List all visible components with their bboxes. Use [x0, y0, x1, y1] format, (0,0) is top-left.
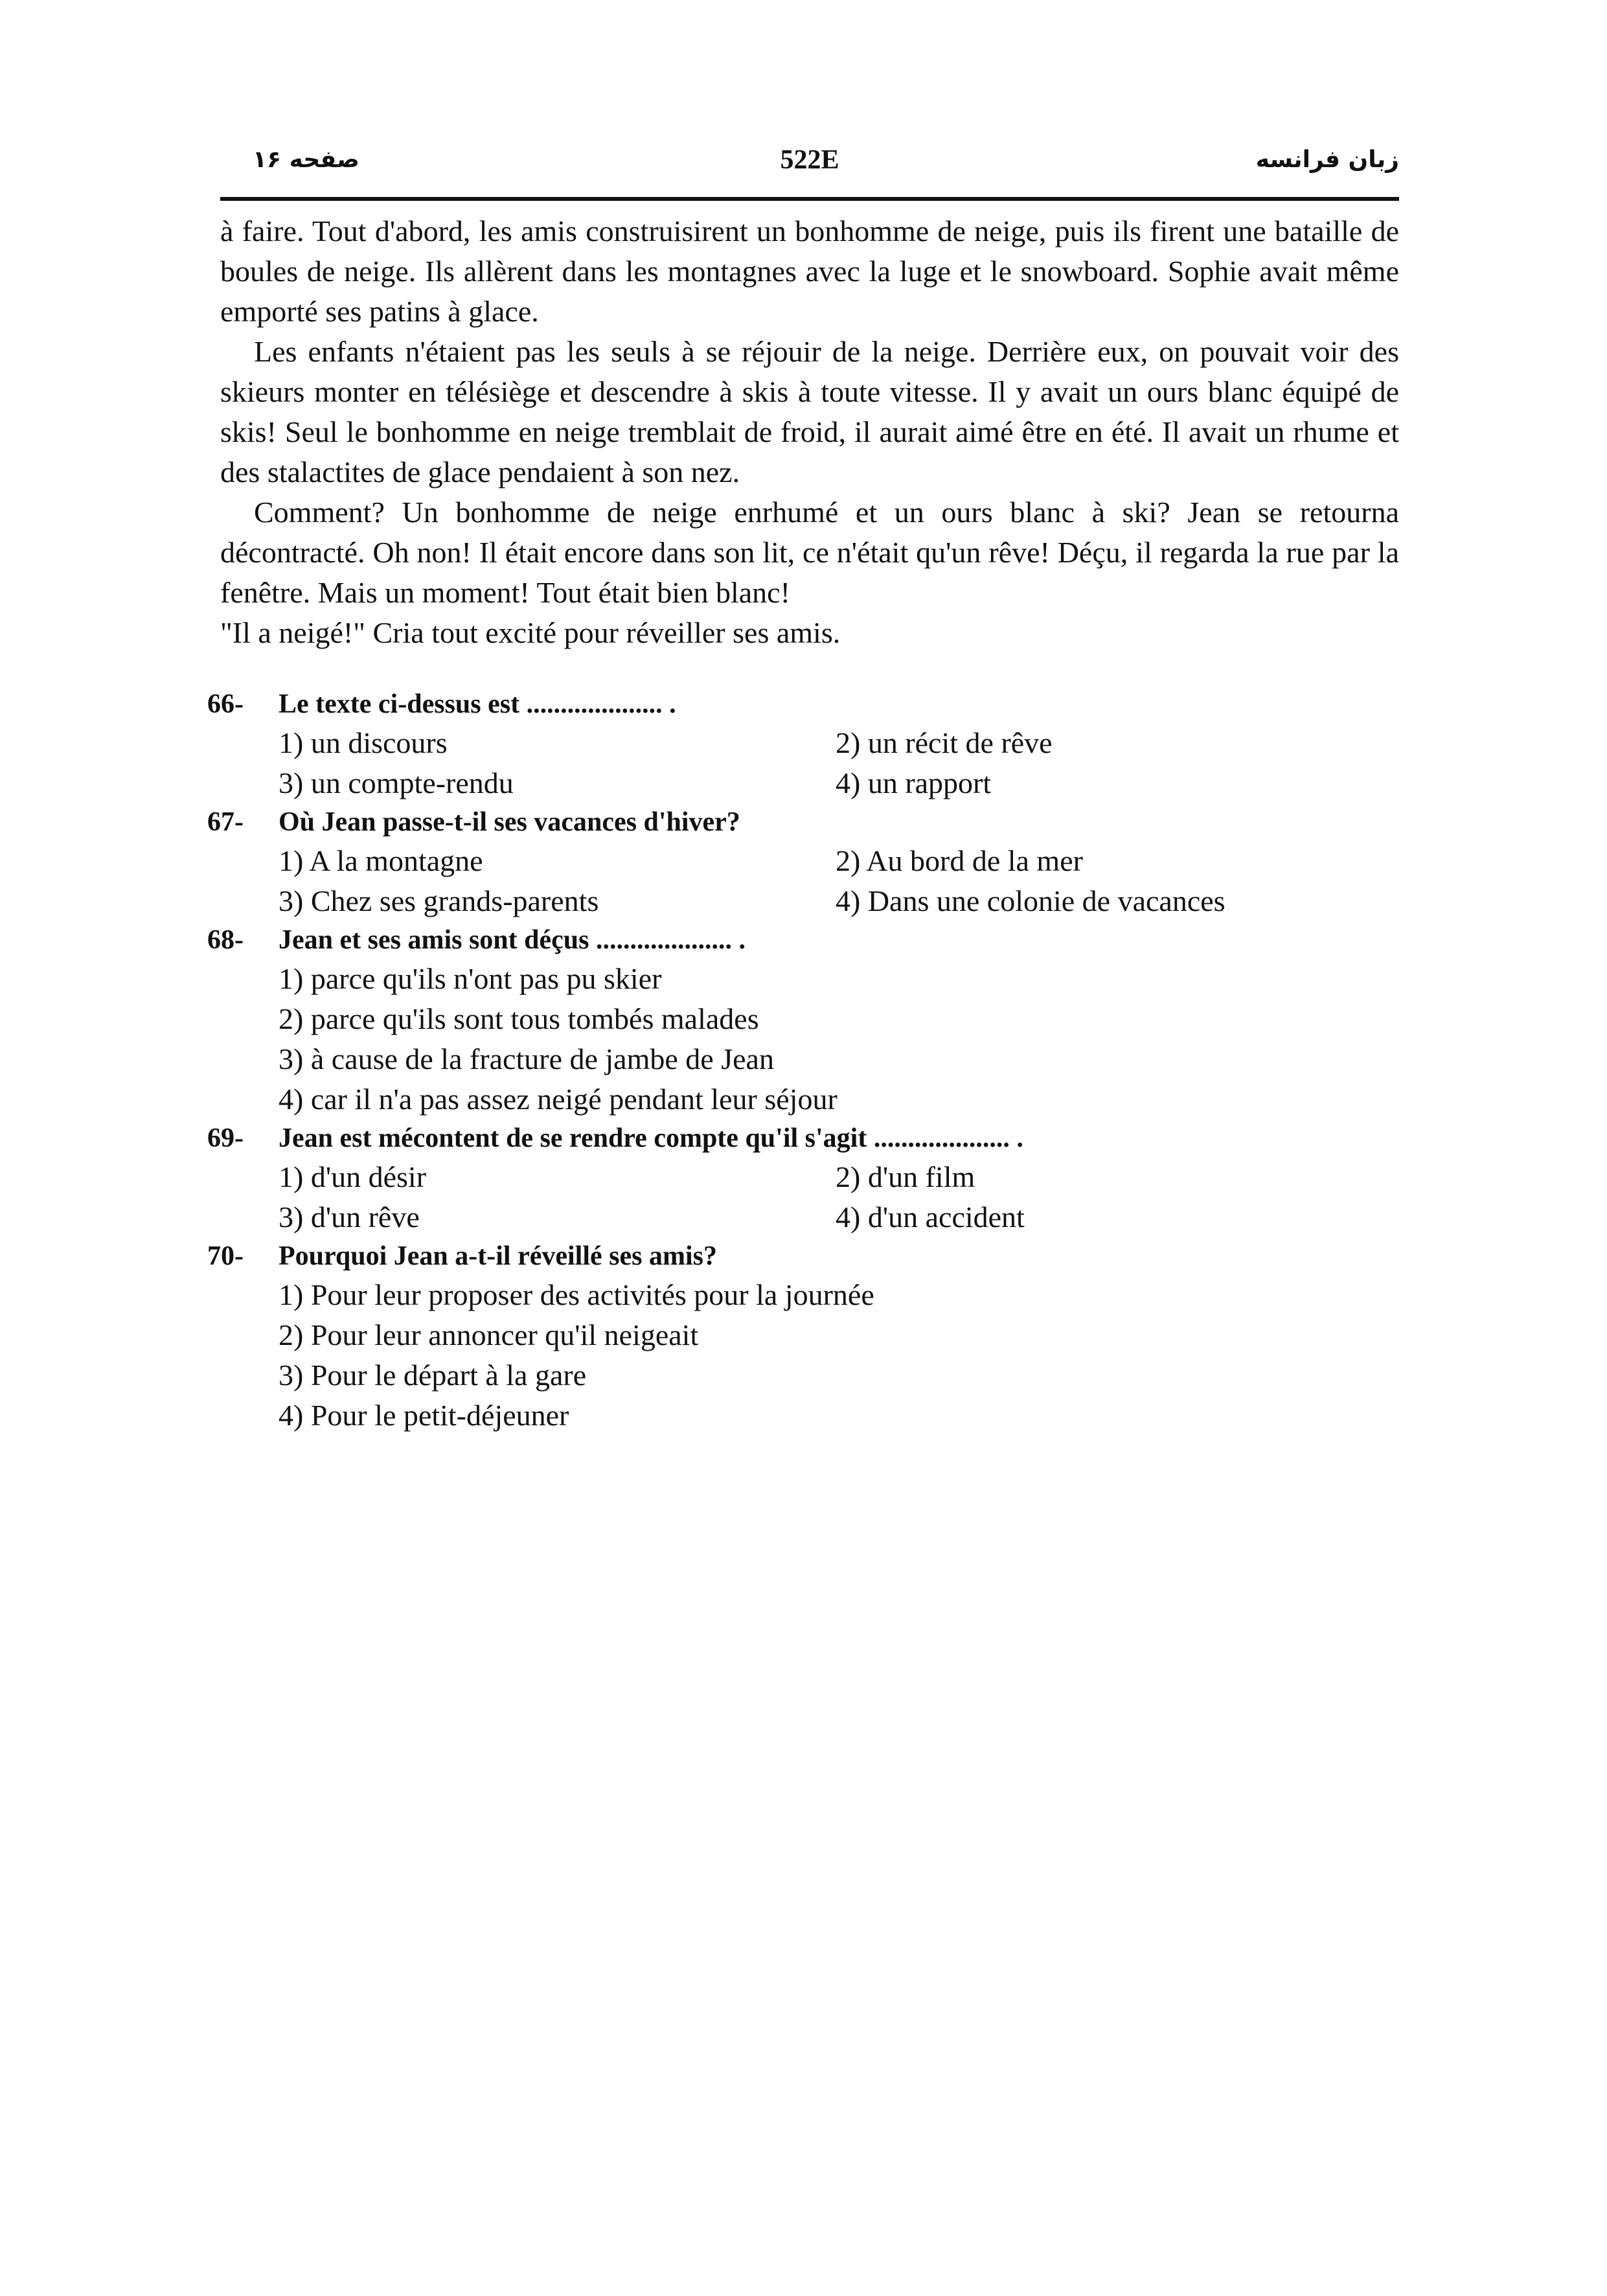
answer-option[interactable]: 4) Dans une colonie de vacances [836, 884, 1225, 917]
passage-paragraph: Comment? Un bonhomme de neige enrhumé et un ours blanc à ski? Jean se retourna décontracté. Oh non! Il était encore dans son lit, ce n'était qu'un rêve! Déçu, il regarda la rue par la fenêtre. Mais un moment! Tout était bien blanc! [220, 496, 1399, 609]
page-number-label: صفحه ۱۶ [253, 146, 359, 173]
question-number: 69- [207, 1123, 244, 1153]
answer-options [207, 841, 1412, 921]
answer-options [207, 1275, 1412, 1436]
answer-option[interactable]: 4) d'un accident [836, 1200, 1025, 1234]
answer-options [207, 959, 1412, 1119]
question-text: Pourquoi Jean a-t-il réveillé ses amis? [279, 1241, 717, 1271]
question-number: 66- [207, 689, 244, 719]
question-text: Jean et ses amis sont déçus .................... . [279, 925, 746, 955]
answer-option[interactable]: 3) Chez ses grands-parents [279, 884, 599, 917]
answer-option[interactable]: 2) parce qu'ils sont tous tombés malades [279, 1002, 759, 1035]
answer-option[interactable]: 3) à cause de la fracture de jambe de Jean [279, 1042, 774, 1075]
question-text: Jean est mécontent de se rendre compte qu'il s'agit .................... . [279, 1123, 1023, 1153]
page-header [220, 144, 1399, 185]
question-67 [207, 803, 1412, 921]
question-list [207, 685, 1412, 1436]
answer-option[interactable]: 2) Pour leur annoncer qu'il neigeait [279, 1318, 699, 1351]
answer-option[interactable]: 4) Pour le petit-déjeuner [279, 1399, 569, 1432]
answer-option[interactable]: 3) d'un rêve [279, 1200, 420, 1234]
answer-option[interactable]: 1) A la montagne [279, 844, 483, 877]
answer-option[interactable]: 3) Pour le départ à la gare [279, 1359, 587, 1392]
question-text: Où Jean passe-t-il ses vacances d'hiver? [279, 807, 740, 837]
passage-paragraph: "Il a neigé!" Cria tout excité pour réveiller ses amis. [220, 616, 841, 649]
question-68 [207, 921, 1412, 1119]
question-number: 67- [207, 807, 244, 837]
question-66 [207, 685, 1412, 803]
question-69 [207, 1119, 1412, 1237]
question-number: 70- [207, 1241, 244, 1271]
question-stem [207, 685, 1412, 723]
booklet-code: 522E [780, 145, 839, 175]
subject-title: زبان فرانسه [1255, 146, 1399, 173]
reading-passage [220, 211, 1399, 653]
question-70 [207, 1237, 1412, 1436]
passage-paragraph: à faire. Tout d'abord, les amis construisirent un bonhomme de neige, puis ils firent une bataille de boules de neige. Ils allèrent dans les montagnes avec la luge et le snowboard. Sophie avait même emporté ses patins à glace. [220, 214, 1399, 328]
answer-option[interactable]: 4) car il n'a pas assez neigé pendant leur séjour [279, 1083, 838, 1116]
question-number: 68- [207, 925, 244, 955]
question-stem [207, 1237, 1412, 1275]
answer-option[interactable]: 1) parce qu'ils n'ont pas pu skier [279, 962, 662, 995]
passage-paragraph: Les enfants n'étaient pas les seuls à se réjouir de la neige. Derrière eux, on pouvait voir des skieurs monter en télésiège et descendre à skis à toute vitesse. Il y avait un ours blanc équipé de skis! Seul le bonhomme en neige tremblait de froid, il aurait aimé être en été. Il avait un rhume et des stalactites de glace pendaient à son nez. [220, 335, 1399, 488]
answer-options [207, 723, 1412, 803]
question-stem [207, 803, 1412, 841]
question-text: Le texte ci-dessus est .................... . [279, 689, 676, 719]
answer-options [207, 1157, 1412, 1237]
question-stem [207, 1119, 1412, 1157]
answer-option[interactable]: 2) Au bord de la mer [836, 844, 1083, 877]
question-stem [207, 921, 1412, 959]
answer-option[interactable]: 4) un rapport [836, 766, 992, 799]
answer-option[interactable]: 2) d'un film [836, 1160, 975, 1193]
header-divider [220, 197, 1399, 201]
answer-option[interactable]: 1) un discours [279, 726, 448, 759]
answer-option[interactable]: 2) un récit de rêve [836, 726, 1053, 759]
answer-option[interactable]: 3) un compte-rendu [279, 766, 514, 799]
answer-option[interactable]: 1) d'un désir [279, 1160, 427, 1193]
answer-option[interactable]: 1) Pour leur proposer des activités pour la journée [279, 1278, 874, 1311]
